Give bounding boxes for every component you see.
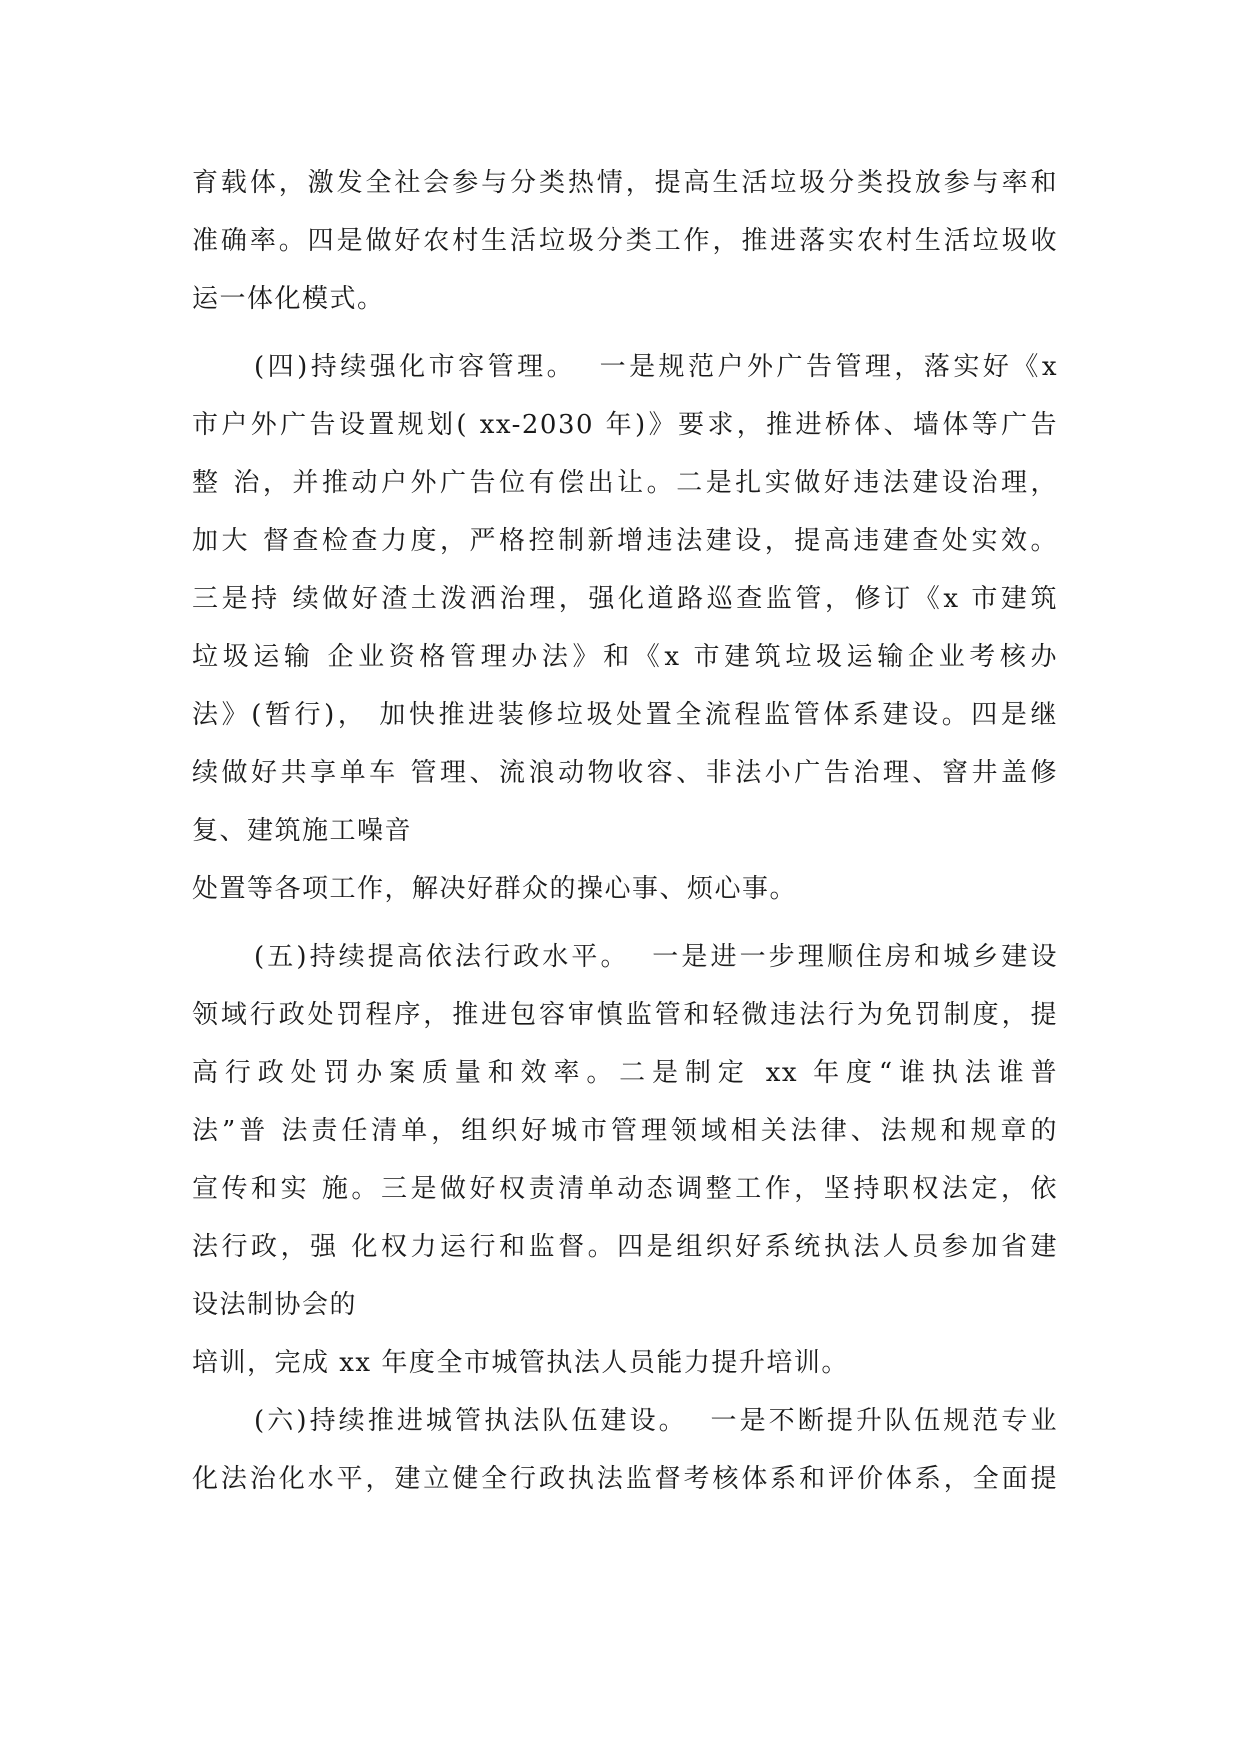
text-line: 市户外广告设置规划( xx-2030 年)》要求，推进桥体、墙体等广告 (192, 410, 1058, 440)
section-heading-line: (五)持续提高依法行政水平。 一是进一步理顺住房和城乡建设 (254, 942, 1058, 972)
text-line: 设法制协会的 (192, 1290, 358, 1320)
text-line: 三是持 续做好渣土泼洒治理，强化道路巡查监管，修订《x 市建筑 (192, 584, 1058, 614)
text-line: 领域行政处罚程序，推进包容审慎监管和轻微违法行为免罚制度，提 (192, 1000, 1058, 1030)
text-line: 复、建筑施工噪音 (192, 816, 413, 846)
text-line: 垃圾运输 企业资格管理办法》和《x 市建筑垃圾运输企业考核办 (192, 642, 1058, 672)
paragraph-garbage-sorting (192, 154, 1058, 328)
paragraph-team-building (192, 1392, 1058, 1508)
text-line: 处置等各项工作，解决好群众的操心事、烦心事。 (192, 874, 798, 904)
text-line: 法》(暂行)， 加快推进装修垃圾处置全流程监管体系建设。四是继 (192, 700, 1058, 730)
document-page (192, 154, 1058, 1508)
text-line: 续做好共享单车 管理、流浪动物收容、非法小广告治理、窨井盖修 (192, 758, 1058, 788)
text-line: 法”普 法责任清单，组织好城市管理领域相关法律、法规和规章的 (192, 1116, 1058, 1146)
text-line: 高行政处罚办案质量和效率。二是制定 xx 年度“谁执法谁普 (192, 1058, 1058, 1088)
text-line: 化法治化水平，建立健全行政执法监督考核体系和评价体系，全面提 (192, 1464, 1058, 1494)
section-heading-line: (四)持续强化市容管理。 一是规范户外广告管理，落实好《x (254, 352, 1058, 382)
text-line: 培训，完成 xx 年度全市城管执法人员能力提升培训。 (192, 1348, 849, 1378)
section-heading-line: (六)持续推进城管执法队伍建设。 一是不断提升队伍规范专业 (254, 1406, 1058, 1436)
text-line: 运一体化模式。 (192, 284, 385, 314)
text-line: 加大 督查检查力度，严格控制新增违法建设，提高违建查处实效。 (192, 526, 1058, 556)
text-line: 育载体，激发全社会参与分类热情，提高生活垃圾分类投放参与率和 (192, 168, 1058, 198)
text-line: 法行政，强 化权力运行和监督。四是组织好系统执法人员参加省建 (192, 1232, 1058, 1262)
text-line: 准确率。四是做好农村生活垃圾分类工作，推进落实农村生活垃圾收 (192, 226, 1058, 256)
text-line: 宣传和实 施。三是做好权责清单动态调整工作，坚持职权法定，依 (192, 1174, 1058, 1204)
text-line: 整 治，并推动户外广告位有偿出让。二是扎实做好违法建设治理， (192, 468, 1058, 498)
paragraph-city-appearance (192, 338, 1058, 918)
paragraph-law-administration (192, 928, 1058, 1392)
